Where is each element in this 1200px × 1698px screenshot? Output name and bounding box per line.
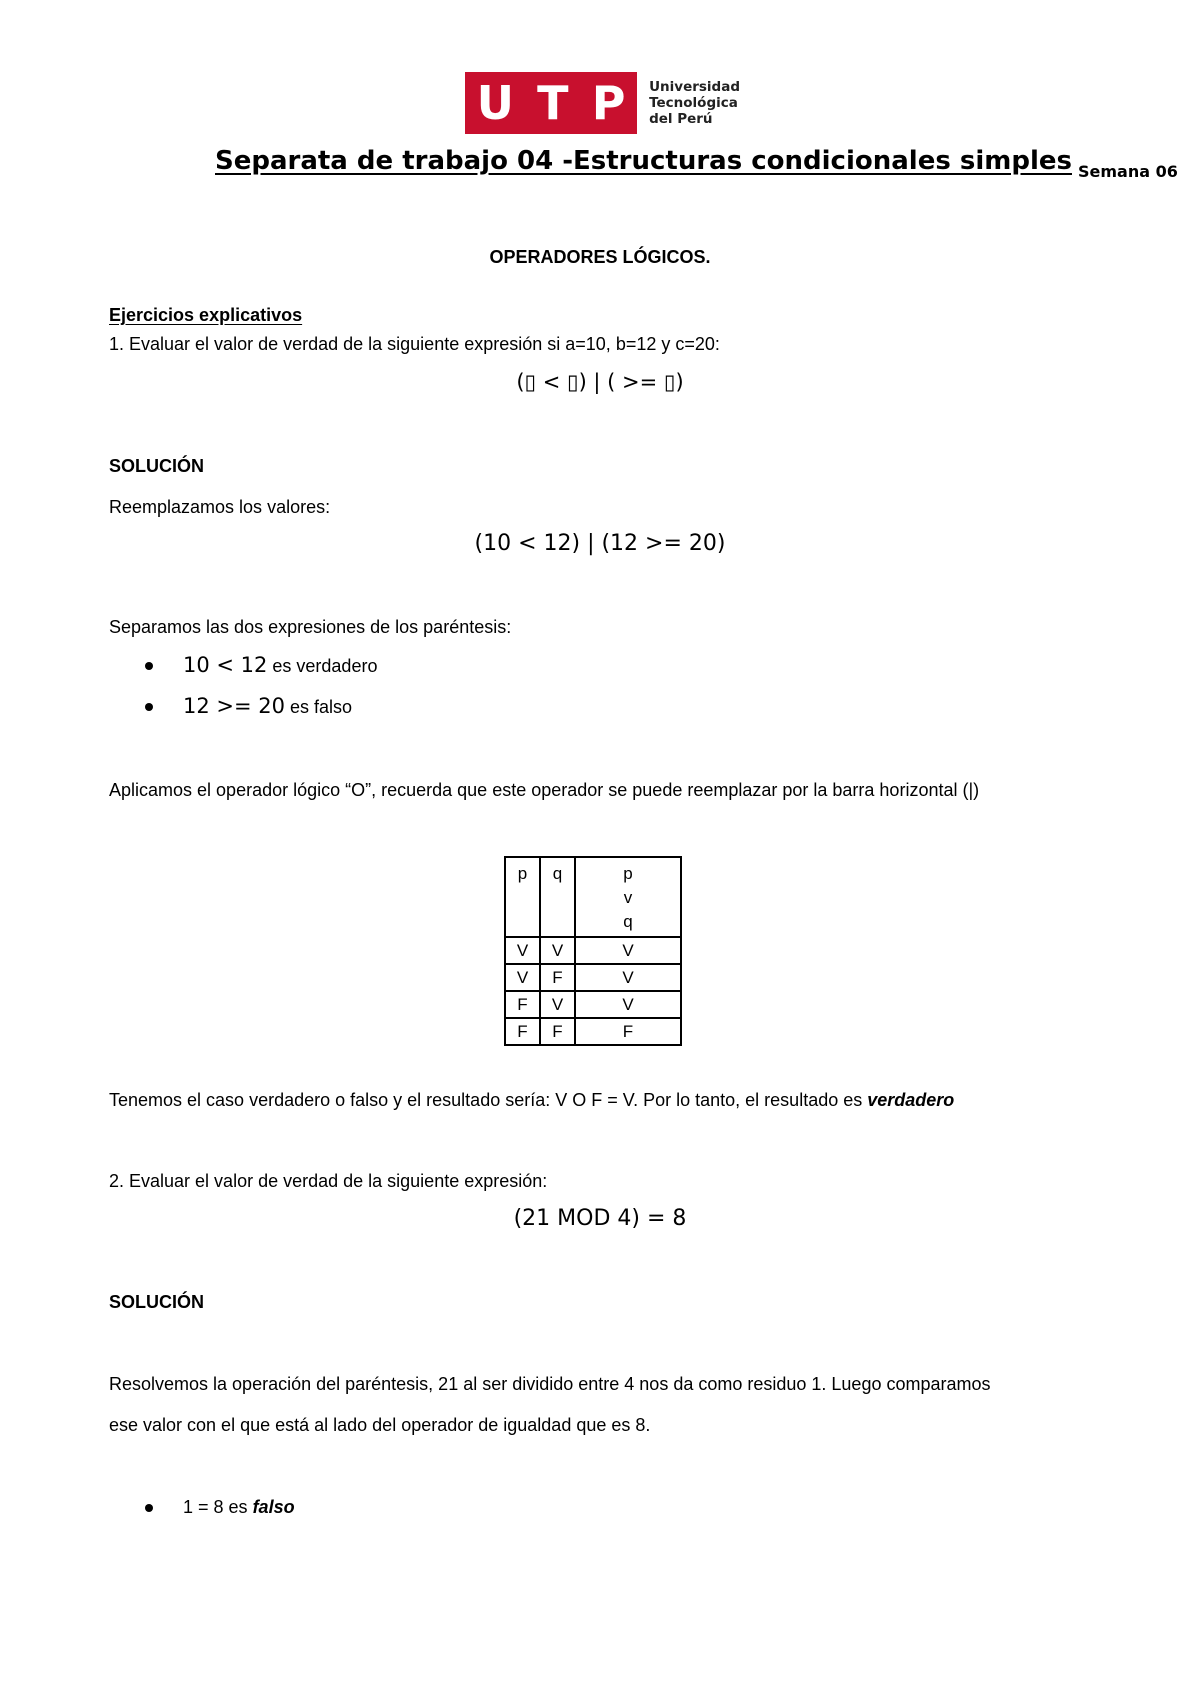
exercise1-apply-text: Aplicamos el operador lógico “O”, recuerda que este operador se puede reemplazar por la barra horizontal (|) [109,780,980,800]
header-pvq-v: v [623,888,633,907]
subsection-title: Ejercicios explicativos [109,305,303,325]
header-p-or-q [575,857,681,937]
table-row [505,991,681,1018]
header-pvq-p: p [623,864,633,883]
truth-table [504,856,682,1046]
exercise1-result [109,1089,954,1111]
utp-logo [465,72,740,134]
result-word: verdadero [867,1090,955,1110]
exercise2-bullet [183,1496,295,1518]
logo-line-2: Tecnológica [649,95,738,111]
exercise1-expression: (▯ < ▯) | ( >= ▯) [516,370,684,394]
logo-line-3: del Perú [649,111,713,127]
table-cell: F [505,1018,540,1045]
exercise2-expression: (21 MOD 4) = 8 [513,1206,687,1231]
exercise1-replace-text: Reemplazamos los valores: [109,497,331,517]
truth-table-header [505,857,681,937]
exercise1-replaced-expression: (10 < 12) | (12 >= 20) [474,531,726,556]
bullet-1-text: es verdadero [267,656,378,676]
exercise2-explanation-line-1: Resolvemos la operación del paréntesis, 21 al ser dividido entre 4 nos da como residuo 1. Luego comparamos [109,1374,991,1394]
table-cell: V [575,991,681,1018]
logo-letter-t: T [537,76,569,130]
exercise1-solution-label: SOLUCIÓN [109,456,205,476]
bullet-2-math: 12 >= 20 [183,694,285,718]
exercise1-statement: 1. Evaluar el valor de verdad de la siguiente expresión si a=10, b=12 y c=20: [109,334,720,354]
table-cell: V [540,937,575,964]
result-text: Tenemos el caso verdadero o falso y el resultado sería: V O F = V. Por lo tanto, el resultado es [109,1090,868,1110]
bullet-dot [145,1504,153,1512]
logo-letter-u: U [476,76,514,130]
bullet-2-text: es falso [285,697,353,717]
logo-letter-p: P [591,76,626,130]
table-row [505,937,681,964]
exercise1-bullet-1 [183,654,377,677]
table-row [505,964,681,991]
header-p: p [505,857,540,937]
section-title: OPERADORES LÓGICOS. [489,247,711,267]
table-cell: F [540,1018,575,1045]
logo-university-name [649,79,740,127]
header-q: q [540,857,575,937]
table-cell: F [540,964,575,991]
header-pvq-q: q [623,912,633,931]
bullet-1-math: 10 < 12 [183,653,268,677]
document-title: Separata de trabajo 04 -Estructuras condicionales simples [215,146,1072,176]
exercise2-statement: 2. Evaluar el valor de verdad de la siguiente expresión: [109,1171,548,1191]
table-cell: V [575,964,681,991]
table-cell: V [505,937,540,964]
table-row [505,1018,681,1045]
exercise2-explanation-line-2: ese valor con el que está al lado del operador de igualdad que es 8. [109,1415,651,1435]
table-cell: F [505,991,540,1018]
logo-line-1: Universidad [649,79,740,95]
exercise2-bullet-text: 1 = 8 es [183,1497,253,1517]
exercise1-bullet-2 [183,695,352,718]
week-label: Semana 06 [1077,162,1178,181]
table-cell: F [575,1018,681,1045]
exercise1-separate-text: Separamos las dos expresiones de los paréntesis: [109,617,512,637]
exercise2-bullet-word: falso [252,1497,295,1517]
table-cell: V [540,991,575,1018]
exercise2-solution-label: SOLUCIÓN [109,1292,205,1312]
bullet-dot [145,703,153,711]
utp-logo-block [465,72,637,134]
table-cell: V [575,937,681,964]
bullet-dot [145,662,153,670]
table-cell: V [505,964,540,991]
title-row [215,146,1178,181]
